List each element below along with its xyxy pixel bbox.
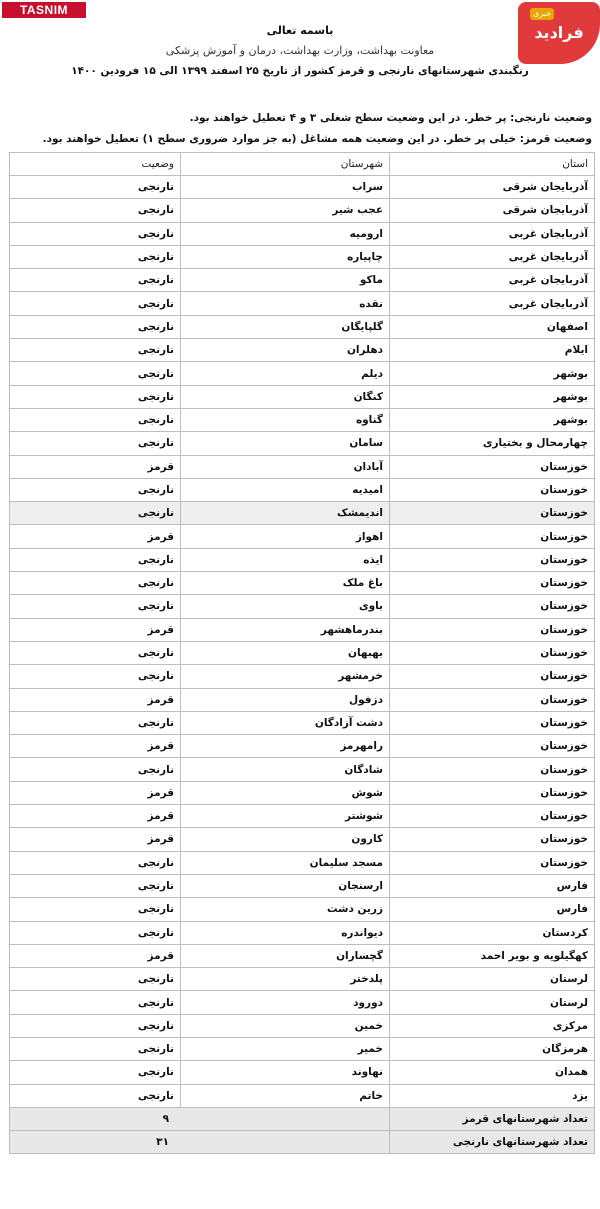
table-row — [10, 455, 595, 478]
table-row — [10, 851, 595, 874]
status-cell: نارنجی — [10, 432, 181, 455]
county-cell: ارومیه — [181, 222, 390, 245]
status-cell: نارنجی — [10, 245, 181, 268]
header-county: شهرستان — [181, 153, 390, 176]
province-cell: خوزستان — [390, 572, 595, 595]
county-cell: نهاوند — [181, 1061, 390, 1084]
status-cell: نارنجی — [10, 968, 181, 991]
status-cell: نارنجی — [10, 199, 181, 222]
county-cell: دیواندره — [181, 921, 390, 944]
province-cell: خوزستان — [390, 735, 595, 758]
province-cell: خوزستان — [390, 618, 595, 641]
county-cell: بندرماهشهر — [181, 618, 390, 641]
status-cell: نارنجی — [10, 665, 181, 688]
province-cell: فارس — [390, 874, 595, 897]
status-cell: قرمز — [10, 828, 181, 851]
table-row — [10, 245, 595, 268]
status-cell: نارنجی — [10, 851, 181, 874]
status-cell: نارنجی — [10, 269, 181, 292]
header-province: استان — [390, 153, 595, 176]
status-cell: نارنجی — [10, 1037, 181, 1060]
county-cell: رامهرمز — [181, 735, 390, 758]
table-row — [10, 502, 595, 525]
county-cell: دزفول — [181, 688, 390, 711]
province-cell: خوزستان — [390, 688, 595, 711]
status-cell: نارنجی — [10, 1084, 181, 1107]
county-cell: امیدیه — [181, 478, 390, 501]
status-cell: قرمز — [10, 781, 181, 804]
table-row — [10, 711, 595, 734]
county-cell: دشت آزادگان — [181, 711, 390, 734]
header-line-1: باسمه تعالی — [266, 24, 334, 37]
faradide-logo — [518, 2, 600, 64]
total-label: تعداد شهرستانهای قرمز — [390, 1107, 595, 1130]
county-cell: گناوه — [181, 408, 390, 431]
province-cell: مرکزی — [390, 1014, 595, 1037]
status-cell: نارنجی — [10, 898, 181, 921]
province-cell: یزد — [390, 1084, 595, 1107]
table-row — [10, 1014, 595, 1037]
county-cell: خرمشهر — [181, 665, 390, 688]
status-cell: نارنجی — [10, 176, 181, 199]
table-row — [10, 269, 595, 292]
county-cell: دیلم — [181, 362, 390, 385]
table-row — [10, 944, 595, 967]
province-cell: چهارمحال و بختیاری — [390, 432, 595, 455]
table-row — [10, 478, 595, 501]
status-cell: نارنجی — [10, 222, 181, 245]
province-cell: همدان — [390, 1061, 595, 1084]
county-cell: شوش — [181, 781, 390, 804]
table-row — [10, 385, 595, 408]
table-row — [10, 758, 595, 781]
header-line-3: رنگبندی شهرستانهای نارنجی و قرمز کشور از تاریخ ۲۵ اسفند ۱۳۹۹ الی ۱۵ فرودین ۱۴۰۰ — [71, 65, 529, 77]
table-row — [10, 362, 595, 385]
county-cell: مسجد سلیمان — [181, 851, 390, 874]
header-line-2: معاونت بهداشت، وزارت بهداشت، درمان و آموزش پزشکی — [165, 44, 435, 57]
county-cell: آبادان — [181, 455, 390, 478]
faradide-logo-tag: خبری — [530, 8, 554, 20]
table-row — [10, 968, 595, 991]
red-status-note: وضعیت قرمز: خیلی پر خطر. در این وضعیت همه مشاغل (به جز موارد ضروری سطح ۱) تعطیل خواهند بود. — [42, 133, 592, 145]
table-row — [10, 735, 595, 758]
total-value: ۳۱ — [10, 1130, 390, 1153]
status-cell: نارنجی — [10, 385, 181, 408]
county-cell: سراب — [181, 176, 390, 199]
status-cell: نارنجی — [10, 362, 181, 385]
province-cell: خوزستان — [390, 781, 595, 804]
table-row — [10, 665, 595, 688]
table-row — [10, 339, 595, 362]
province-cell: فارس — [390, 898, 595, 921]
county-cell: دهلران — [181, 339, 390, 362]
county-cell: خمیر — [181, 1037, 390, 1060]
status-cell: نارنجی — [10, 1014, 181, 1037]
county-cell: عجب شیر — [181, 199, 390, 222]
county-cell: شادگان — [181, 758, 390, 781]
province-cell: خوزستان — [390, 828, 595, 851]
county-cell: نقده — [181, 292, 390, 315]
county-cell: دورود — [181, 991, 390, 1014]
province-cell: لرستان — [390, 968, 595, 991]
county-cell: گچساران — [181, 944, 390, 967]
table-row — [10, 1084, 595, 1107]
status-cell: نارنجی — [10, 921, 181, 944]
table-row — [10, 315, 595, 338]
county-cell: ماکو — [181, 269, 390, 292]
status-cell: نارنجی — [10, 758, 181, 781]
orange-status-note: وضعیت نارنجی: پر خطر. در این وضعیت سطح شغلی ۳ و ۴ تعطیل خواهند بود. — [189, 112, 592, 124]
table-row — [10, 572, 595, 595]
status-cell: قرمز — [10, 525, 181, 548]
province-cell: خوزستان — [390, 758, 595, 781]
total-label: تعداد شهرستانهای نارنجی — [390, 1130, 595, 1153]
status-cell: نارنجی — [10, 478, 181, 501]
status-cell: قرمز — [10, 735, 181, 758]
county-cell: زرین دشت — [181, 898, 390, 921]
province-cell: خوزستان — [390, 502, 595, 525]
county-cell: بهبهان — [181, 641, 390, 664]
county-cell: اندیمشک — [181, 502, 390, 525]
province-cell: هرمزگان — [390, 1037, 595, 1060]
status-cell: قرمز — [10, 944, 181, 967]
faradide-logo-text: فرادید — [534, 23, 584, 42]
counties-table — [9, 152, 595, 1154]
status-cell: نارنجی — [10, 502, 181, 525]
province-cell: خوزستان — [390, 525, 595, 548]
province-cell: خوزستان — [390, 595, 595, 618]
province-cell: خوزستان — [390, 478, 595, 501]
province-cell: اصفهان — [390, 315, 595, 338]
table-row — [10, 595, 595, 618]
total-value: ۹ — [10, 1107, 390, 1130]
header-status: وضعیت — [10, 153, 181, 176]
county-cell: چاپیاره — [181, 245, 390, 268]
table-row — [10, 898, 595, 921]
table-row — [10, 805, 595, 828]
table-row — [10, 292, 595, 315]
status-cell: قرمز — [10, 618, 181, 641]
status-cell: نارنجی — [10, 595, 181, 618]
status-cell: نارنجی — [10, 548, 181, 571]
status-cell: نارنجی — [10, 339, 181, 362]
county-cell: ارسنجان — [181, 874, 390, 897]
province-cell: خوزستان — [390, 455, 595, 478]
table-row — [10, 618, 595, 641]
county-cell: خاتم — [181, 1084, 390, 1107]
status-cell: نارنجی — [10, 572, 181, 595]
province-cell: خوزستان — [390, 665, 595, 688]
province-cell: کهگیلویه و بویر احمد — [390, 944, 595, 967]
county-cell: گلپایگان — [181, 315, 390, 338]
province-cell: بوشهر — [390, 385, 595, 408]
table-row — [10, 688, 595, 711]
status-cell: نارنجی — [10, 874, 181, 897]
table-row — [10, 199, 595, 222]
table-row — [10, 1061, 595, 1084]
status-cell: قرمز — [10, 688, 181, 711]
county-cell: پلدختر — [181, 968, 390, 991]
status-cell: نارنجی — [10, 315, 181, 338]
table-row — [10, 176, 595, 199]
table-row — [10, 222, 595, 245]
county-cell: کنگان — [181, 385, 390, 408]
table-total-row — [10, 1130, 595, 1153]
province-cell: بوشهر — [390, 362, 595, 385]
table-row — [10, 1037, 595, 1060]
province-cell: کردستان — [390, 921, 595, 944]
province-cell: خوزستان — [390, 805, 595, 828]
status-cell: نارنجی — [10, 292, 181, 315]
province-cell: خوزستان — [390, 711, 595, 734]
province-cell: لرستان — [390, 991, 595, 1014]
table-body — [10, 176, 595, 1154]
province-cell: آذربایجان غربی — [390, 292, 595, 315]
table-row — [10, 525, 595, 548]
status-cell: قرمز — [10, 805, 181, 828]
status-cell: نارنجی — [10, 641, 181, 664]
province-cell: خوزستان — [390, 548, 595, 571]
county-cell: خمین — [181, 1014, 390, 1037]
table-header-row — [10, 153, 595, 176]
province-cell: ایلام — [390, 339, 595, 362]
table-row — [10, 548, 595, 571]
county-cell: اهواز — [181, 525, 390, 548]
status-cell: نارنجی — [10, 711, 181, 734]
table-row — [10, 432, 595, 455]
province-cell: بوشهر — [390, 408, 595, 431]
tasnim-logo: TASNIM — [2, 2, 86, 18]
province-cell: خوزستان — [390, 851, 595, 874]
table-row — [10, 781, 595, 804]
county-cell: سامان — [181, 432, 390, 455]
table-total-row — [10, 1107, 595, 1130]
table-row — [10, 641, 595, 664]
province-cell: آذربایجان غربی — [390, 245, 595, 268]
county-cell: شوشتر — [181, 805, 390, 828]
table-row — [10, 921, 595, 944]
status-cell: نارنجی — [10, 991, 181, 1014]
table-row — [10, 874, 595, 897]
province-cell: آذربایجان شرقی — [390, 176, 595, 199]
table-row — [10, 991, 595, 1014]
county-cell: ایذه — [181, 548, 390, 571]
province-cell: آذربایجان غربی — [390, 269, 595, 292]
status-cell: نارنجی — [10, 408, 181, 431]
table-row — [10, 408, 595, 431]
county-cell: باغ ملک — [181, 572, 390, 595]
county-cell: باوی — [181, 595, 390, 618]
province-cell: خوزستان — [390, 641, 595, 664]
province-cell: آذربایجان غربی — [390, 222, 595, 245]
province-cell: آذربایجان شرقی — [390, 199, 595, 222]
county-cell: کارون — [181, 828, 390, 851]
table-row — [10, 828, 595, 851]
status-cell: قرمز — [10, 455, 181, 478]
status-cell: نارنجی — [10, 1061, 181, 1084]
